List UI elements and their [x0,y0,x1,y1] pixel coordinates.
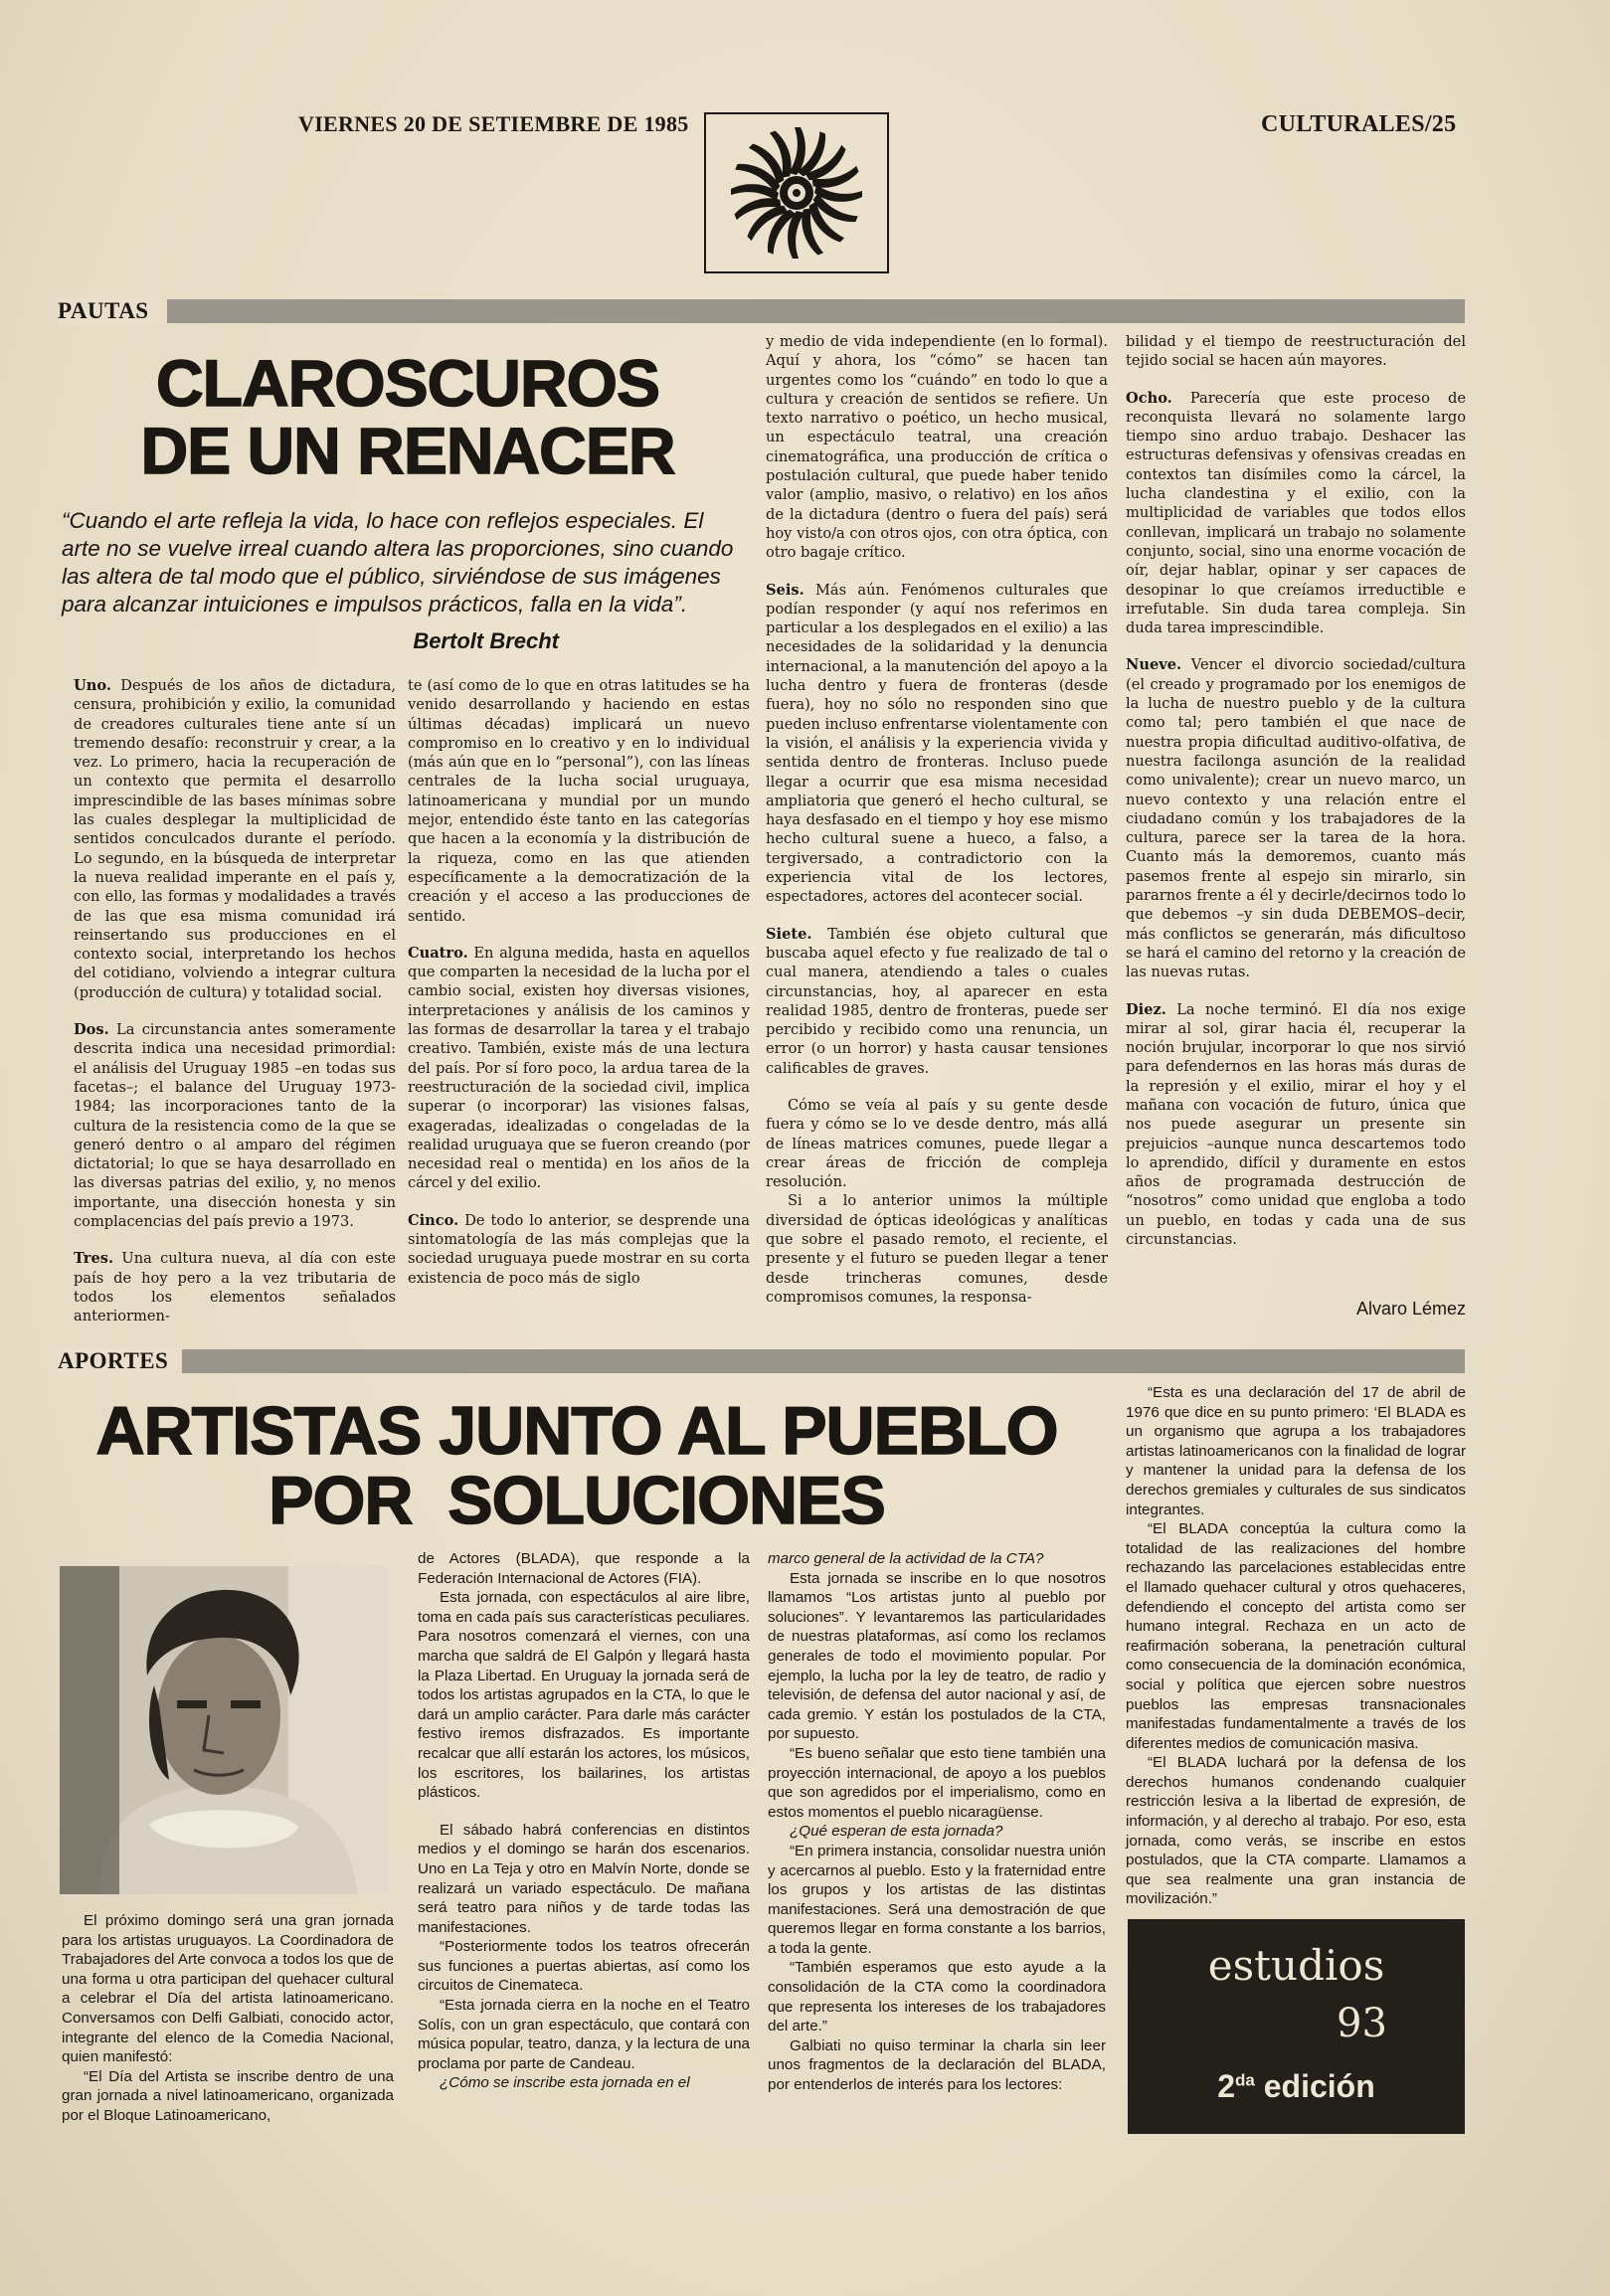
estudios-promo-box [1128,1919,1465,2134]
paragraph-lead: Seis. [766,581,805,599]
paragraph-lead: Cinco. [408,1211,459,1229]
paragraph [74,1249,396,1325]
promo-issue-number: 93 [1337,2001,1387,2046]
paragraph: marco general de la actividad de la CTA? [768,1550,1044,1567]
paragraph: Esta jornada, con espectáculos al aire libre, toma en cada país sus características peculiares. Para nosotros comenzará el viernes, con una marcha que saldrá de El Galpón y llegará hasta la Plaza Libertad. En Uruguay la jornada será de todos los artistas agrupados en la CTA, lo que le dará un amplio carácter. Para darle más carácter festivo iremos disfrazados. Es importante recalcar que allí estarán los actores, los músicos, los escritores, los bailarines, los artistas plásticos. [418,1589,750,1802]
paragraph-text: En alguna medida, hasta en aquellos que comparten la necesidad de la lucha por el cambio social, existen hoy diversas visiones, interpretaciones y análisis de los caminos y las formas de desarrollar la tarea y el trabajo creativo. También, existe más de una lectura del país. Por sí foro poco, la ardua tarea de la reestructuración de la sociedad civil, implica superar (o incorporar) las visiones falsas, exageradas, idealizadas o congeladas de la realidad uruguaya que se fueron creando (por necesidad real o mentida) en los años de la cárcel y del exilio. [408,944,750,1192]
paragraph-text: Parecería que este proceso de reconquista llevará no solamente largo tiempo sino arduo trabajo. Deshacer las estructuras defensivas y ofensivas creadas en contextos tan disímiles como la cárcel, la lucha clandestina y el exilio, con la multiplicidad de variables que todos ellos conllevan, implicará un trabajo no solamente conjunto, social, sino una enorme vocación de oír, dejar hablar, opinar y ser capaces de desopinar lo que creíamos irreductible e irrefutable. Sin duda tarea compleja. Sin duda tarea imprescindible. [1126,389,1466,637]
article1-headline [60,346,756,487]
paragraph [408,944,750,1193]
paragraph: El próximo domingo será una gran jornada para los artistas uruguayos. La Coordinadora de Trabajadores del Arte convoca a todos los que de una forma u otra participan del quehacer cultural a celebrar el Día del artista latinoamericano. Conversamos con Delfi Galbiati, conocido actor, integrante del elenco de la Comedia Nacional, quien manifestó: [62,1912,394,2066]
paragraph: Esta jornada se inscribe en lo que nosotros llamamos “Los artistas junto al pueblo por soluciones”. Y levantaremos las particularidades de nuestras plataformas, así como los reclamos generales de todo el movimiento popular. Por ejemplo, la lucha por la ley de teatro, de radio y televisión, de defensa del autor nacional y así, de cada gremio. Y están los postulados de la CTA, por supuesto. [768,1569,1106,1743]
paragraph-text: También ése objeto cultural que buscaba aquel efecto y fue realizado de tal o cual manera, atendiendo a tales o cuales circunstancias, hoy, al aparecer en esta realidad 1985, dentro de fronteras, puede ser percibido y recibido como una renuncia, un error (o un horror) y hasta causar tensiones calificables de graves. [766,925,1109,1077]
article1-title-line1: CLAROSCUROS [155,346,659,420]
paragraph: Galbiati no quiso terminar la charla sin leer unos fragmentos de la declaración del BLADA, por entenderlos de interés para los lectores: [768,2036,1106,2094]
paragraph: “En primera instancia, consolidar nuestra unión y acercarnos al pueblo. Esto y la fraternidad entre los grupos y los artistas de las distintas manifestaciones. Será una demostración de que queremos llegar en forma constante a los barrios, a toda la gente. [768,1842,1106,1957]
paragraph [74,676,396,1002]
paragraph-text: Después de los años de dictadura, censura, prohibición y exilio, la comunidad de creadores culturales tiene ante sí un tremendo desafío: reconstruir y crear, a la vez. Lo primero, hacia la recuperación de un contexto que permita el desarrollo imprescindible de las bases mínimas sobre las cuales desplegar la multiplicidad de sentidos conculcados durante el período. Lo segundo, en la búsqueda de interpretar la nueva realidad imperante en el país y, con ello, las formas y modalidades a través de las que esa misma comunidad irá reinsertando sus producciones en el contexto social, interpretando los hechos del cotidiano, volviendo a integrar cultura (producción de cultura) y totalidad social. [74,677,397,1001]
section-rule [182,1349,1465,1373]
article2-column-2 [418,1549,750,2093]
portrait-illustration [60,1566,388,1894]
header-logo [704,112,889,273]
paragraph: “El BLADA luchará por la defensa de los derechos humanos condenando cualquier restricción lesiva a la libertad de expresión, de información, y al derecho al trabajo. Por eso, esta jornada, como verás, se inscribe en estos postulados, que la CTA comparte. Llamamos a que sea realmente una gran instancia de movilización.” [1126,1754,1466,1908]
paragraph-lead: Diez. [1126,1000,1166,1018]
paragraph [1126,655,1466,981]
promo-edition [1128,2068,1465,2105]
paragraph: “Es bueno señalar que esto tiene también una proyección internacional, de apoyo a los pueblos que son agredidos por el imperialismo, como en estos momentos el pueblo nicaragüense. [768,1744,1106,1821]
paragraph: “El BLADA conceptúa la cultura como la totalidad de las realizaciones del hombre rechazando las parcelaciones establecidas entre el llamado quehacer cultural y otros quehaceres, defendiendo el concepto del artista como ser humano integral. Rechaza en un acto de reafirmación soberana, la penetración cultural como consecuencia de la dominación económica, social y política que ejercen sobre nuestros pueblos las empresas transnacionales manifestadas fundamentalmente a través de los diferentes medios de comunicación masiva. [1126,1520,1466,1752]
paragraph-text: Cómo se veía al país y su gente desde fuera y cómo se lo ve desde dentro, más allá de líneas matrices comunes, puede llegar a crear áreas de fricción de compleja resolución. [766,1096,1108,1191]
paragraph [766,332,1108,563]
promo-edition-suffix: da [1235,2070,1255,2090]
header-date: VIERNES 20 DE SETIEMBRE DE 1985 [298,111,689,136]
paragraph-lead: Siete. [766,925,812,943]
paragraph-lead: Cuatro. [408,944,468,962]
paragraph [766,1191,1108,1307]
promo-edition-number: 2 [1217,2068,1236,2104]
paragraph-text: La circunstancia antes someramente descrita indica una necesidad primordial: el análisis del Uruguay 1985 –en todas sus facetas–; el balance del Uruguay 1973-1984; las incorporaciones tanto de la cultura de la resistencia como de la que se generó dentro o al amparo del régimen dictatorial; lo que se haya desarrollado en las diversas patrias del exilio, y, no menos importante, una disección honesta y sin complacencias del país previo a 1973. [74,1021,396,1231]
portrait-photo [60,1566,388,1894]
epigraph-author: Bertolt Brecht [413,628,559,653]
epigraph-quote: “Cuando el arte refleja la vida, lo hace con reflejos especiales. El arte no se vuelve irreal cuando altera las proporciones, sino cuando las altera de tal modo que el público, sirviéndose de sus imágenes para alcanzar intuiciones e impulsos prácticos, falla en la vida”. [62,508,734,617]
promo-title: estudios [1207,1941,1385,1990]
paragraph: ¿Qué esperan de esta jornada? [790,1823,1003,1841]
paragraph-text: Si a lo anterior unimos la múltiple diversidad de ópticas ideológicas y analíticas que sobre el pasado remoto, el reciente, el presente y el futuro se pueden llegar a tener desde trincheras comunes, desde compromisos comunes, la responsa- [766,1192,1108,1306]
paragraph-text: te (así como de lo que en otras latitudes se ha venido desarrollando y haciendo en estas últimas décadas) implicará un nuevo compromiso en lo creativo y en lo individual (más aún que en lo “personal”), con las líneas centrales de la lucha social uruguaya, latinoamericana y mundial por un mundo mejor, entendido éste tanto en las categorías que hacen a la economía y la distribución de la riqueza, como en las que atienden específicamente a la democratización de la creación y el acceso a las producciones de sentido. [408,677,750,925]
article1-column-2 [408,676,750,1306]
paragraph [766,581,1108,907]
paragraph [408,676,750,926]
article2-column-1 [62,1911,394,2126]
paragraph [408,1211,750,1288]
paragraph: “Posteriormente todos los teatros ofrecerán sus funciones a puertas abiertas, así como los circuitos de Cinemateca. [418,1938,750,1995]
paragraph-lead: Dos. [74,1021,109,1039]
paragraph-text: bilidad y el tiempo de reestructuración del tejido social se hacen aún mayores. [1126,333,1466,370]
paragraph [766,1096,1108,1191]
paragraph: El sábado habrá conferencias en distintos medios y el domingo se harán dos escenarios. Uno en La Teja y otro en Malvín Norte, donde se realizará un variado espectáculo. De mañana será teatro para niños y de tarde todas las manifestaciones. [418,1821,750,1936]
paragraph [74,1020,396,1231]
paragraph-text: Vencer el divorcio sociedad/cultura (el creado y programado por los enemigos de la lucha de nuestro pueblo y de la cultura como tal; pero también el que nace de nuestra propia dificultad auditivo-olfativa, de nuestra facilonga asunción de la realidad como univalente); crear un nuevo marco, un nuevo contexto y una relación entre el ciudadano común y los trabajadores de la cultura, parece ser la tarea de la hora. Cuanto más la demoremos, cuanto más pasemos frente al espejo sin mirarlo, sin pararnos frente a él y decirle/decirnos todo lo que debemos –y sin duda DEBEMOS–decir, más conflictos se generarán, más dificultoso se hará el camino del retorno y la creación de las nuevas rutas. [1126,656,1467,981]
sun-rosette-icon [706,114,887,271]
article2-title-line2: POR SOLUCIONES [268,1463,885,1538]
paragraph-text: Una cultura nueva, al día con este país de hoy pero a la vez tributaria de todos los elementos señalados anteriormen- [74,1250,396,1325]
article1-signature: Alvaro Lémez [1355,1299,1466,1319]
paragraph-text: y medio de vida independiente (en lo formal). Aquí y ahora, los “cómo” se hacen tan urgentes como los “cuándo” en todo lo que a cultura y creación de sentidos se refiere. Un texto narrativo o poético, un hecho musical, un espectáculo teatral, una creación cinematográfica, una producción de crítica o postulación cultural, que puede haber tenido valor (amplio, masivo, o relativo) en los años de la dictadura (dentro o fuera del país) será hoy visto/a con otros ojos, con otra óptica, con otro bagaje crítico. [766,333,1108,562]
paragraph: ¿Cómo se inscribe esta jornada en el [440,2074,690,2092]
section-bar-aportes [58,1347,1465,1375]
paragraph [1126,389,1466,638]
article2-column-3 [768,1549,1106,2095]
article1-epigraph [62,507,748,654]
paragraph: “Esta jornada cierra en la noche en el Teatro Solís, con un gran espectáculo, que contará con música popular, teatro, danza, y la lectura de una proclama por parte de Candeau. [418,1997,750,2072]
paragraph-lead: Tres. [74,1250,114,1268]
paragraph-lead: Uno. [74,677,111,694]
header-section-page: CULTURALES/25 [1261,111,1457,137]
article2-title-line1: ARTISTAS JUNTO AL PUEBLO [95,1393,1058,1469]
paragraph: “El Día del Artista se inscribe dentro de una gran jornada a nivel latinoamericano, organizada por el Bloque Latinoamericano, [62,2067,394,2124]
article1-column-3 [766,332,1108,1307]
article2-headline [60,1393,1094,1538]
promo-edition-word: edición [1254,2068,1375,2104]
paragraph [1126,1000,1466,1250]
paragraph-text: La noche terminó. El día nos exige mirar al sol, girar hacia él, recuperar la noción brujular, incorporar lo que nos sirvió para defendernos en las horas más duras de la represión y el exilio, mirar el hoy y el mañana con vocación de futuro, única que nos puede asegurar un presente sin prejuicios –aunque nunca descartemos todo lo aprendido, difícil y duramente en estos años de programada destrucción de “nosotros” como unidad que engloba a todo un pueblo, en todas y cada una de sus circunstancias. [1126,1000,1467,1249]
paragraph [766,925,1108,1078]
article1-column-4 [1126,332,1466,1267]
section-label: PAUTAS [58,297,159,325]
paragraph-lead: Ocho. [1126,389,1172,407]
paragraph: “También esperamos que esto ayude a la consolidación de la CTA como la coordinadora que representa los intereses de los trabajadores del arte.” [768,1959,1106,2035]
paragraph-lead: Nueve. [1126,656,1182,674]
article1-title-line2: DE UN RENACER [140,414,675,487]
paragraph-text: Más aún. Fenómenos culturales que podían responder (y aquí nos referimos en particular a los desplegados en el exilio) a las necesidades de la solidaridad y la denuncia internacional, a la manutención del apoyo a la lucha dentro y fuera de fronteras (desde fuera), hoy no sólo no responden sino que pueden incluso enfrentarse violentamente con la visión, el análisis y la experiencia vivida y sentida dentro de fronteras. Incluso puede llegar a ocurrir que esa misma necesidad ampliatoria que generó el hecho cultural, se haya desfasado en el tiempo y hoy ese mismo hecho cultural suene a hueco, a falso, a tergiversado, a contradictorio con la experiencia vital de los lectores, espectadores, actores del acontecer social. [766,581,1108,906]
section-label: APORTES [58,1347,178,1375]
section-rule [167,299,1465,323]
article1-column-1 [74,676,396,1344]
paragraph-text: De todo lo anterior, se desprende una sintomatología de las más complejas que la sociedad uruguaya puede mostrar en su corta existencia de poco más de siglo [408,1211,750,1287]
paragraph: de Actores (BLADA), que responde a la Federación Internacional de Actores (FIA). [418,1550,750,1587]
section-bar-pautas [58,297,1465,325]
article2-column-4 [1126,1383,1466,1909]
paragraph: “Esta es una declaración del 17 de abril de 1976 que dice en su punto primero: ‘El BLADA es un organismo que agrupa a los trabajadores artistas latinoamericanos con la finalidad de lograr y mantener la unidad para la defensa de los derechos gremiales y culturales de sus sindicatos integrantes. [1126,1384,1466,1518]
paragraph [1126,332,1466,371]
